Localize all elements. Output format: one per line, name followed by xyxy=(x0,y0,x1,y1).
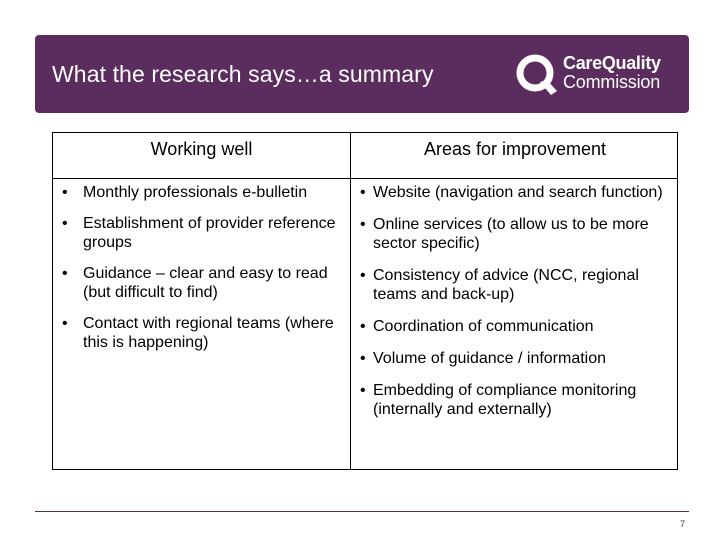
logo-line-2: Commission xyxy=(563,72,661,92)
bullet-icon: • xyxy=(360,382,366,399)
bullet-icon: • xyxy=(360,184,366,201)
bullet-icon: • xyxy=(360,350,366,367)
logo-line-1: CareQuality xyxy=(563,53,661,73)
list-item-text: Volume of guidance / information xyxy=(373,350,607,367)
bullet-icon: • xyxy=(360,318,366,335)
cqc-q-mark-icon xyxy=(513,51,561,99)
list-item xyxy=(53,183,350,202)
list-item xyxy=(351,349,679,368)
footer-divider xyxy=(35,511,689,512)
summary-table xyxy=(52,132,678,470)
list-item xyxy=(351,215,679,253)
bullet-icon: • xyxy=(62,184,68,201)
working-well-heading: Working well xyxy=(150,139,253,159)
bullet-icon: • xyxy=(62,315,68,332)
areas-for-improvement-heading: Areas for improvement xyxy=(423,139,607,159)
list-item-text: Consistency of advice (NCC, regional teams and back-up) xyxy=(373,267,639,303)
working-well-list xyxy=(53,183,350,364)
areas-for-improvement-list xyxy=(351,183,679,432)
list-item-text: Embedding of compliance monitoring (internally and externally) xyxy=(373,382,637,418)
slide-title: What the research says…a summary xyxy=(52,61,434,87)
list-item-text: Website (navigation and search function) xyxy=(373,184,663,201)
list-item-text: Contact with regional teams (where this is happening) xyxy=(83,315,334,351)
bullet-icon: • xyxy=(360,267,366,284)
bullet-icon: • xyxy=(360,216,366,233)
list-item xyxy=(351,266,679,304)
header-divider xyxy=(53,178,677,179)
list-item xyxy=(53,314,350,352)
title-banner xyxy=(35,35,689,113)
list-item-text: Monthly professionals e-bulletin xyxy=(83,184,308,201)
list-item-text: Guidance – clear and easy to read (but difficult to find) xyxy=(83,265,328,301)
list-item xyxy=(53,214,350,252)
list-item xyxy=(351,317,679,336)
list-item xyxy=(53,264,350,302)
page-number: 7 xyxy=(680,519,686,529)
cqc-logo xyxy=(513,51,673,99)
list-item xyxy=(351,381,679,419)
list-item xyxy=(351,183,679,202)
list-item-text: Establishment of provider reference groups xyxy=(83,215,336,251)
list-item-text: Online services (to allow us to be more sector specific) xyxy=(373,216,649,252)
list-item-text: Coordination of communication xyxy=(373,318,594,335)
bullet-icon: • xyxy=(62,215,68,232)
bullet-icon: • xyxy=(62,265,68,282)
logo-wordmark xyxy=(563,54,661,92)
